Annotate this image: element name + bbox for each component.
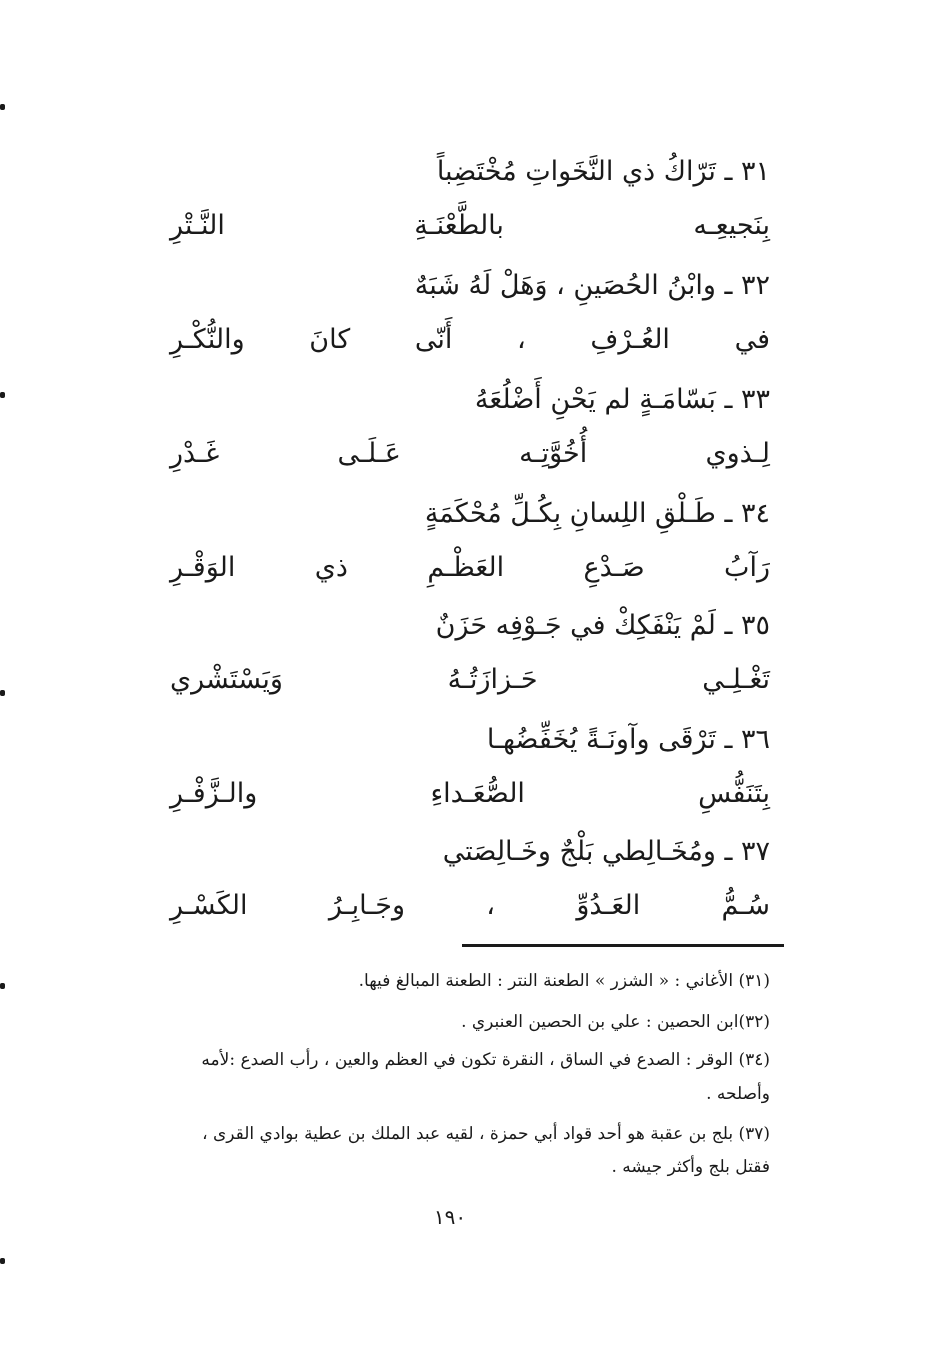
verse-second-hemistich: سُـمُّ العَـدُوِّ ، وجَـابِـرُ الكَسْـرِ [170,890,770,921]
footnote-32: (٣٢)ابن الحصين : علي بن الحصين العنبري . [461,1012,770,1032]
scan-edge-mark [0,392,5,398]
verse-second-hemistich: تَغْـلِـي حَـزازَتُـهُ وَيَسْتَشْري [170,664,770,695]
footnote-31: (٣١) الأغاني : « الشزر » الطعنة النتر : الطعنة المبالغ فيها. [358,971,770,991]
scan-edge-mark [0,104,5,110]
verse-35 [170,606,770,700]
verse-second-hemistich: بِتَنَفُّسِ الصُّعَـداءِ والـزَّفْـرِ [170,778,770,809]
verse-second-hemistich: لِـذوي أُخُوَّتِـه عَـلَـى غَـدْرِ [170,438,770,469]
verse-second-hemistich: في العُـرْفِ ، أَنّى كانَ والنُّكْـرِ [170,324,770,355]
verse-second-hemistich: رَآبُ صَـدْعِ العَظْـمِ ذي الوَقْـرِ [170,552,770,583]
verse-second-hemistich: بِنَجيعِـه بالطَّعْنَـةِ النَّـتْرِ [170,210,770,241]
scan-edge-mark [0,983,5,989]
verse-first-hemistich: ٣١ ـ تَرّاكُ ذي النَّخَواتِ مُخْتَضِباً [436,156,770,187]
page-number: ١٩٠ [433,1205,467,1229]
verse-first-hemistich: ٣٦ ـ تَرْقَى وآونَـةً يُخَفِّضُهـا [486,724,770,755]
verse-34 [170,494,770,588]
verse-first-hemistich: ٣٥ ـ لَمْ يَنْفَكِكْ في جَـوْفِه حَزَنٌ [435,610,770,641]
verse-36 [170,720,770,814]
verse-first-hemistich: ٣٧ ـ ومُخَـالِطي بَلْجٌ وخَـالِصَتي [442,836,770,867]
footnote-separator [462,944,784,947]
verse-first-hemistich: ٣٢ ـ وابْنُ الحُصَينِ ، وَهَلْ لَهُ شَبَهٌ [414,270,770,301]
verse-first-hemistich: ٣٤ ـ طَـلْقِ اللِسانِ بِكُـلِّ مُحْكَمَةٍ [424,498,770,529]
verse-first-hemistich: ٣٣ ـ بَسّامَـةٍ لم يَحْنِ أَضْلُعَهُ [474,384,770,415]
footnote-34: (٣٤) الوقر : الصدع في الساق ، النقرة تكون في العظم والعين ، رأب الصدع :لأمه [201,1050,770,1070]
scan-edge-mark [0,1258,5,1264]
verse-37 [170,832,770,926]
scan-edge-mark [0,690,5,696]
footnote-37: (٣٧) بلج بن عقبة هو أحد قواد أبي حمزة ، لقيه عبد الملك بن عطية بوادي القرى ، [202,1124,770,1144]
verse-32 [170,266,770,360]
verse-31 [170,152,770,246]
verse-33 [170,380,770,474]
footnote-37-continued: فقتل بلج وأكثر جيشه . [611,1157,770,1177]
footnote-34-continued: وأصلحه . [706,1084,770,1104]
